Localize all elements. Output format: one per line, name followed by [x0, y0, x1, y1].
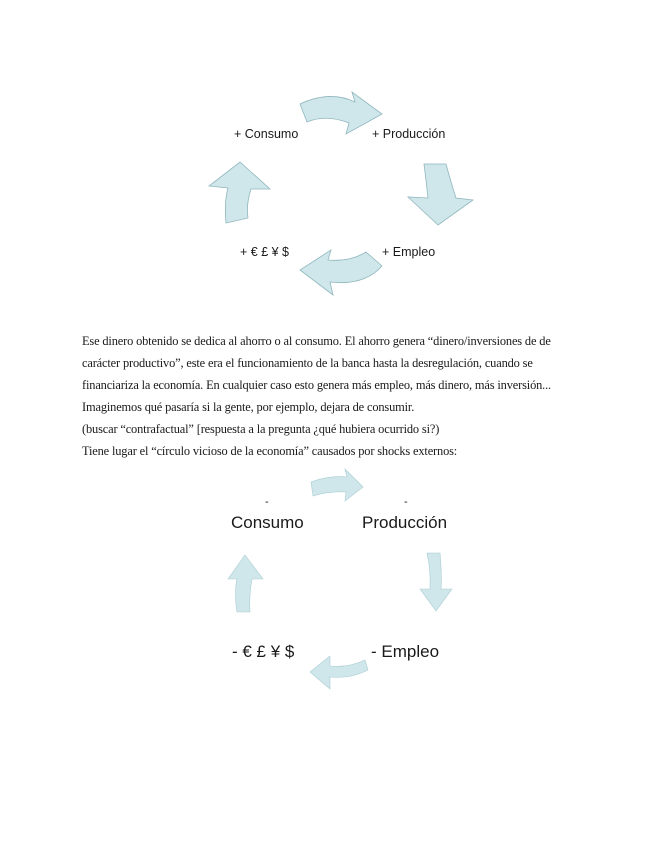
label-empleo: - Empleo [371, 642, 440, 661]
paragraph-line: Ese dinero obtenido se dedica al ahorro o al consumo. El ahorro genera “dinero/inversiones de de [82, 334, 551, 348]
cycle-arrows [0, 465, 655, 700]
paragraph-intro: Tiene lugar el “círculo vicioso de la economía” causados por shocks externos: [82, 444, 458, 458]
paragraph-line: financiariza la economía. En cualquier caso esto genera más empleo, más dinero, más inversión... [82, 378, 551, 392]
arrow-produccion-to-empleo [420, 553, 452, 611]
body-text [82, 330, 592, 462]
arrow-consumo-to-produccion [311, 469, 363, 501]
virtuous-cycle-diagram [0, 90, 655, 305]
label-dinero: + € £ ¥ $ [240, 245, 289, 259]
label-consumo: Consumo [231, 513, 304, 532]
arrow-empleo-to-dinero [300, 250, 382, 295]
arrow-produccion-to-empleo [408, 164, 473, 225]
arrow-dinero-to-consumo [209, 162, 270, 223]
paragraph-line: carácter productivo”, este era el funcionamiento de la banca hasta la desregulación, cuando se [82, 356, 533, 370]
produccion-sign: - [404, 496, 408, 508]
consumo-sign: - [265, 496, 269, 508]
paragraph-line: Imaginemos qué pasaría si la gente, por ejemplo, dejara de consumir. [82, 400, 415, 414]
label-consumo: + Consumo [234, 127, 299, 141]
arrow-empleo-to-dinero [310, 656, 368, 689]
label-empleo: + Empleo [382, 245, 436, 259]
paragraph-note: (buscar “contrafactual” [respuesta a la pregunta ¿qué hubiera ocurrido si?) [82, 422, 440, 436]
vicious-cycle-diagram [0, 465, 655, 700]
cycle-arrows [0, 90, 655, 305]
label-produccion: + Producción [372, 127, 446, 141]
arrow-consumo-to-produccion [300, 92, 382, 134]
label-produccion: Producción [362, 513, 448, 532]
label-dinero: - € £ ¥ $ [232, 642, 295, 661]
arrow-dinero-to-consumo [228, 555, 263, 612]
